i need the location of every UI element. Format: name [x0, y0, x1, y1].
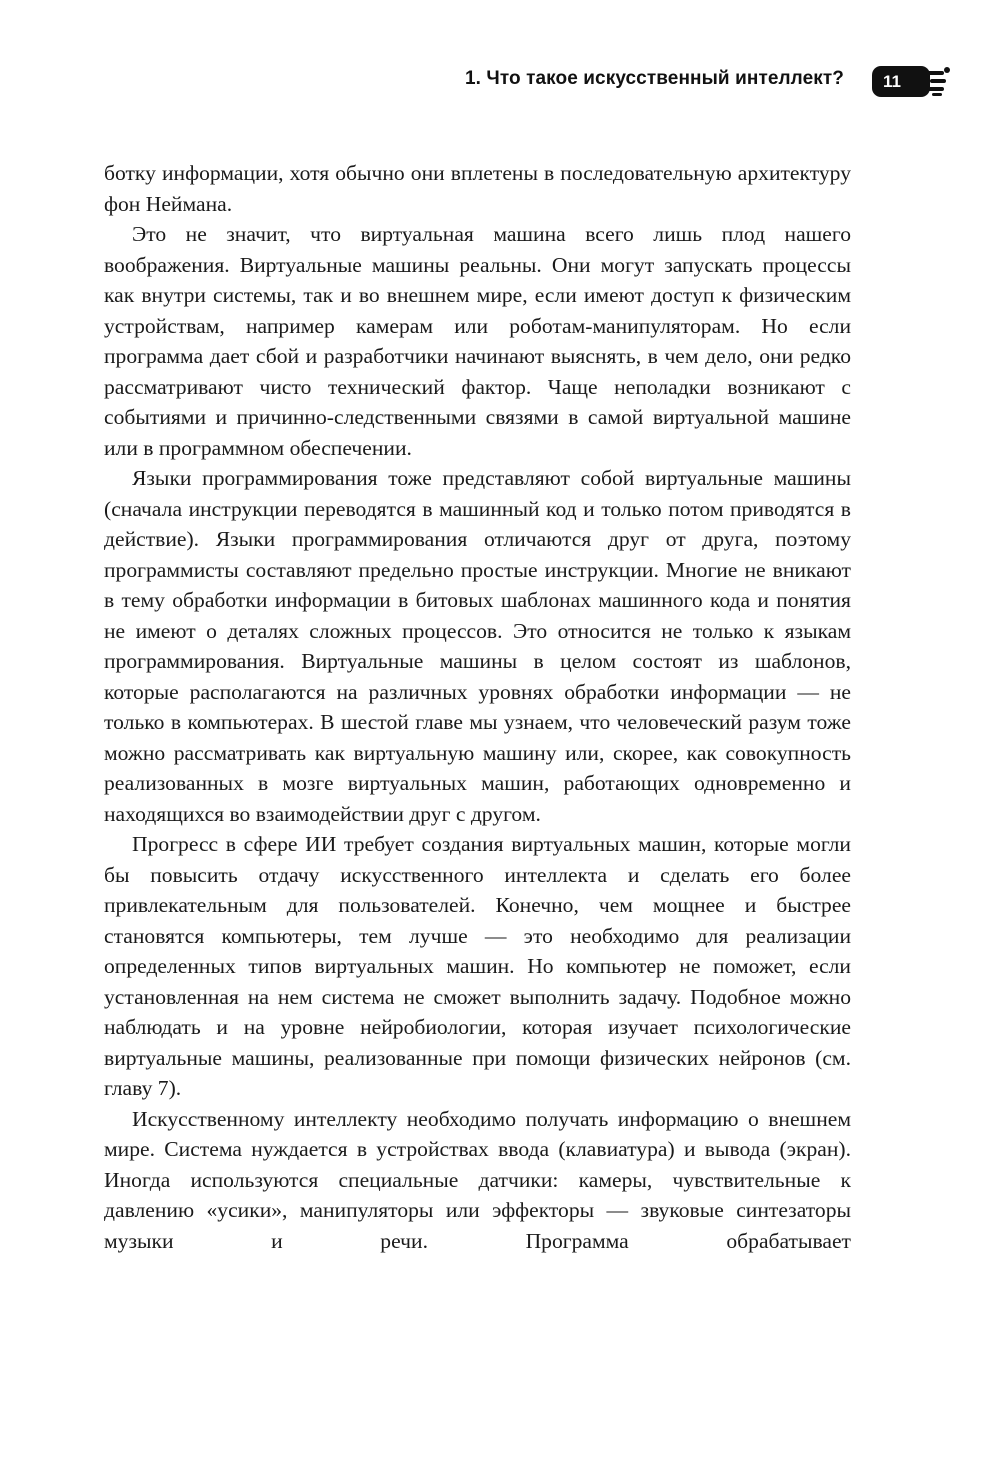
paragraph: Искусственному интеллекту необходимо получать информацию о внешнем мире. Система нуждается в устройствах ввода (клавиатура) и вывода (экран). Иногда используются специальные датчики: камеры, чувствительные к давлению «усики», манипуляторы или эффекторы — звуковые синтезаторы музыки и речи. Программа обрабатывает	[104, 1106, 851, 1253]
paragraph: Это не значит, что виртуальная машина всего лишь плод нашего воображения. Виртуальные машины реальны. Они могут запускать процессы как внутри системы, так и во внешнем мире, если имеют доступ к физическим устройствам, например камерам или роботам-манипуляторам. Но если программа дает сбой и разработчики начинают выяснять, в чем дело, они редко рассматривают чисто технический фактор. Чаще неполадки возникают с событиями и причинно-следственными связями в самой виртуальной машине или в программном обеспечении.	[104, 222, 851, 460]
page-number: 11	[872, 66, 930, 97]
paragraph: Языки программирования тоже представляют собой виртуальные машины (сначала инструкции переводятся в машинный код и только потом приводятся в действие). Языки программирования отличаются друг от друга, поэтому программисты составляют предельно простые инструкции. Многие не вникают в тему обработки информации в битовых шаблонах машинного кода и понятия не имеют о деталях сложных процессов. Это относится не только к языкам программирования. Виртуальные машины в целом состоят из шаблонов, которые располагаются на различных уровнях обработки информации — не только в компьютерах. В шестой главе мы узнаем, что человеческий разум тоже можно рассматривать как виртуальную машину или, скорее, как совокупность реализованных в мозге виртуальных машин, работающих одновременно и находящихся во взаимодействии друг с другом.	[104, 466, 851, 826]
paragraph-continuation: ботку информации, хотя обычно они вплетены в последовательную архитектуру фон Неймана.	[104, 161, 851, 216]
chapter-title: 1. Что такое искусственный интеллект?	[464, 68, 844, 89]
body-text	[104, 158, 851, 1256]
paragraph: Прогресс в сфере ИИ требует создания виртуальных машин, которые могли бы повысить отдачу искусственного интеллекта и сделать его более привлекательным для пользователей. Конечно, чем мощнее и быстрее становятся компьютеры, тем лучше — это необходимо для реализации определенных типов виртуальных машин. Но компьютер не поможет, если установленная на нем система не сможет выполнить задачу. Подобное можно наблюдать и на уровне нейробиологии, которая изучает психологические виртуальные машины, реализованные при помощи физических нейронов (см. главу 7).	[104, 832, 851, 1100]
running-head	[380, 66, 950, 98]
page-number-badge	[872, 66, 950, 98]
